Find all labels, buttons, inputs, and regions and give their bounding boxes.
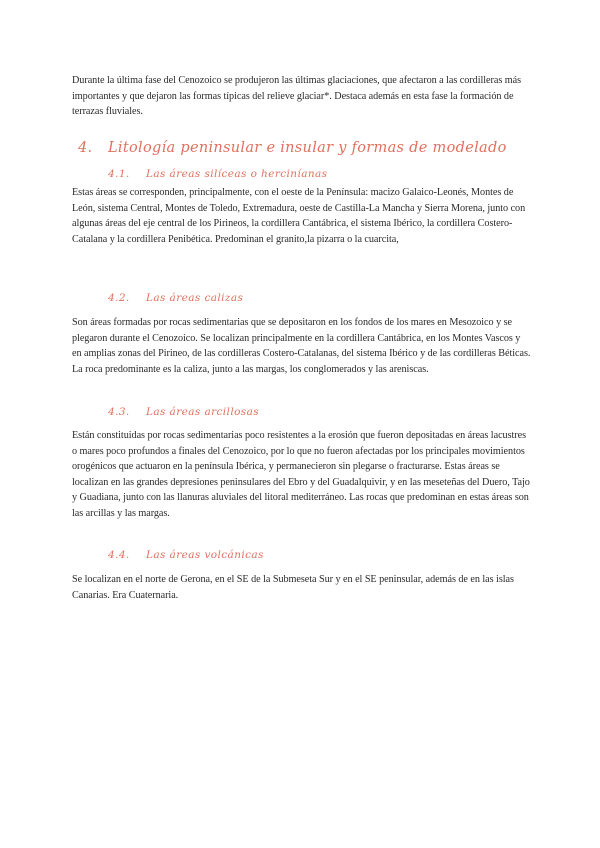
subsection-number: 4.2. xyxy=(108,292,130,304)
subsection-heading-3 xyxy=(108,406,259,418)
subsection-number: 4.1. xyxy=(108,168,130,180)
subsection-heading-1 xyxy=(108,168,327,180)
subsection-title: Las áreas silíceas o herciníanas xyxy=(146,168,328,180)
subsection-number: 4.4. xyxy=(108,549,130,561)
subsection-body-4: Se localizan en el norte de Gerona, en el SE de la Submeseta Sur y en el SE peninsular, además de en las islas Canarias. Era Cuaternaria. xyxy=(72,574,514,601)
section-heading xyxy=(78,140,507,156)
subsection-title: Las áreas arcillosas xyxy=(146,406,260,418)
subsection-title: Las áreas volcánicas xyxy=(146,549,264,561)
section-title: Litología peninsular e insular y formas de modelado xyxy=(108,140,507,156)
subsection-heading-2 xyxy=(108,292,243,304)
subsection-title: Las áreas calizas xyxy=(146,292,244,304)
intro-paragraph: Durante la última fase del Cenozoico se produjeron las últimas glaciaciones, que afectaron a las cordilleras más importantes y que dejaron las formas típicas del relieve glaciar*. Destaca además en esta fase la formación de terrazas fluviales. xyxy=(72,75,521,118)
subsection-number: 4.3. xyxy=(108,406,130,418)
subsection-heading-4 xyxy=(108,549,264,561)
subsection-body-2: Son áreas formadas por rocas sedimentarias que se depositaron en los fondos de los mares en Mesozoico y se plegaron durante el Cenozoico. Se localizan principalmente en la cordillera Cantábrica, en los Montes Vascos y en amplias zonas del Pirineo, de las cordilleras Costero-Catalanas, del sistema Ibérico y de las cordilleras Béticas. La roca predominante es la caliza, junto a las margas, los conglomerados y las areniscas. xyxy=(72,317,531,375)
subsection-body-1: Estas áreas se corresponden, principalmente, con el oeste de la Península: macizo Galaico-Leonés, Montes de León, sistema Central, Montes de Toledo, Extremadura, oeste de Castilla-La Mancha y Sierra Morena, junto con algunas áreas del eje central de los Pirineos, la cordillera Cantábrica, el sistema Ibérico, la cordillera Costero-Catalana y la cordillera Penibética. Predominan el granito,la pizarra o la cuarcita, xyxy=(72,187,526,245)
subsection-body-3: Están constituidas por rocas sedimentarias poco resistentes a la erosión que fueron depositadas en áreas lacustres o mares poco profundos a finales del Cenozoico, por lo que no fueron afectadas por los principales movimientos orogénicos que actuaron en la península Ibérica, y permanecieron sin plegarse o fracturarse. Estas áreas se localizan en las grandes depresiones peninsulares del Ebro y del Guadalquivir, y en las meseteñas del Duero, Tajo y Guadiana, junto con las llanuras aluviales del litoral mediterráneo. Las rocas que predominan en estas áreas son las arcillas y las margas. xyxy=(72,430,530,519)
section-number: 4. xyxy=(78,140,93,156)
